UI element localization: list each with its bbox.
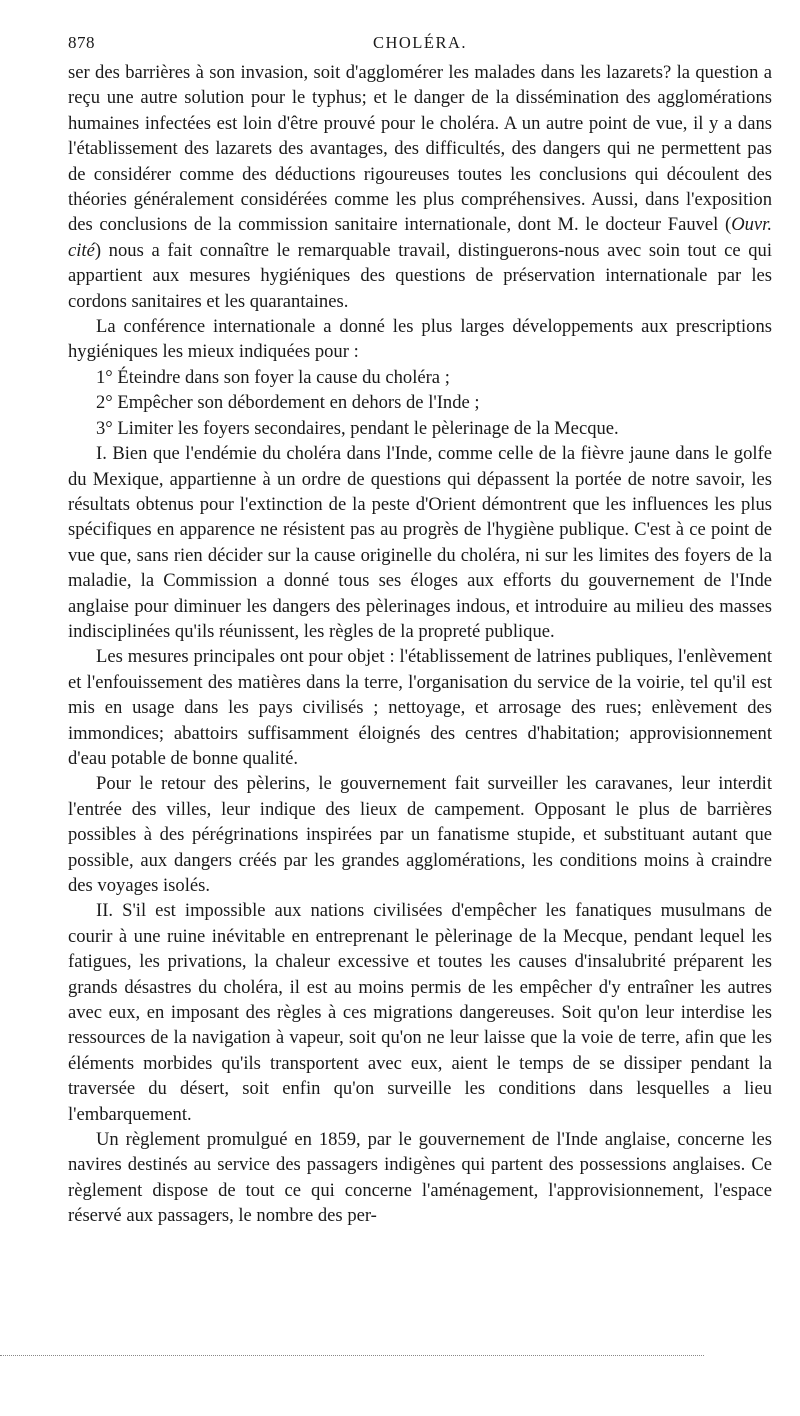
running-title: CHOLÉRA. (372, 33, 468, 52)
page-number: 878 (68, 33, 95, 52)
paragraph: Les mesures principales ont pour objet : l'établissement de latrines publiques, l'enlèvement et l'enfouissement des matières dans la terre, l'organisation du service de la voirie, tel qu'il est mis en usage dans les pays civilisés ; nettoyage, et arrosage des rues; enlèvement des immondices; abattoirs suffisamment éloignés des centres d'habitation; approvisionnement d'eau potable de bonne qualité. (68, 646, 772, 769)
page-header (68, 28, 772, 58)
paragraph: ser des barrières à son invasion, soit d'agglomérer les malades dans les lazarets? la question a reçu une autre solution pour le typhus; et le danger de la dissémination des agglomérations humaines infectées est loin d'être prouvé pour le choléra. A un autre point de vue, il y a dans l'établissement des lazarets des avantages, des difficultés, des dangers qui ne permettent pas de considérer comme des déductions rigoureuses toutes les conclusions qui découlent des théories généralement considérées comme les plus compréhensives. Aussi, dans l'exposition des conclusions de la commission sanitaire internationale, dont M. le docteur Fauvel (Ouvr. cité) nous a fait connaître le remarquable travail, distinguerons-nous avec soin tout ce qui appartient aux mesures hygiéniques des questions de préservation internationale par les cordons sanitaires et les quarantaines. (68, 62, 772, 312)
list-item: 3° Limiter les foyers secondaires, pendant le pèlerinage de la Mecque. (96, 417, 619, 439)
paragraph: La conférence internationale a donné les plus larges développements aux prescriptions hygiéniques les mieux indiquées pour : (68, 316, 772, 363)
book-page (68, 28, 772, 1229)
list-item: 1° Éteindre dans son foyer la cause du choléra ; (96, 366, 450, 388)
paragraph: I. Bien que l'endémie du choléra dans l'Inde, comme celle de la fièvre jaune dans le golfe du Mexique, appartienne à un ordre de questions qui dépassent la portée de notre savoir, les résultats obtenus pour l'extinction de la peste d'Orient démontrent que les influences les plus spécifiques en apparence ne résistent pas au progrès de l'hygiène publique. C'est à ce point de vue que, sans rien décider sur la cause originelle du choléra, ni sur les limites des foyers de la maladie, la Commission a donné tous ses éloges aux efforts du gouvernement de l'Inde anglaise pour diminuer les dangers des pèlerinages indous, et introduire au milieu des masses indisciplinées qu'ils réunissent, les règles de la propreté publique. (68, 443, 772, 642)
footer-rule (0, 1355, 704, 1356)
body-text (68, 60, 772, 1229)
paragraph: Un règlement promulgué en 1859, par le gouvernement de l'Inde anglaise, concerne les navires destinés au service des passagers indigènes qui partent des possessions anglaises. Ce règlement dispose de tout ce qui concerne l'aménagement, l'approvisionnement, l'espace réservé aux passagers, le nombre des per- (68, 1129, 772, 1227)
paragraph: II. S'il est impossible aux nations civilisées d'empêcher les fanatiques musulmans de courir à une ruine inévitable en entreprenant le pèlerinage de la Mecque, pendant lequel les fatigues, les privations, la chaleur excessive et toutes les causes d'insalubrité préparent les grands désastres du choléra, il est au moins permis de les empêcher d'y entraîner les autres avec eux, en imposant des règles à ces migrations dangereuses. Soit qu'on leur interdise les ressources de la navigation à vapeur, soit qu'on ne leur laisse que la voie de terre, afin que les éléments morbides qu'ils transportent avec eux, aient le temps de se dissiper pendant la traversée du désert, soit enfin qu'on surveille les conditions dans lesquelles a lieu l'embarquement. (68, 900, 772, 1125)
citation-italic: Ouvr. cité (68, 214, 772, 261)
list-item: 2° Empêcher son débordement en dehors de l'Inde ; (96, 392, 480, 414)
paragraph: Pour le retour des pèlerins, le gouvernement fait surveiller les caravanes, leur interdit l'entrée des villes, leur indique des lieux de campement. Opposant le plus de barrières possibles à des pérégrinations inspirées par un fanatisme stupide, et substituant autant que possible, aux dangers créés par les grandes agglomérations, les conditions moins à craindre des voyages isolés. (68, 773, 772, 896)
